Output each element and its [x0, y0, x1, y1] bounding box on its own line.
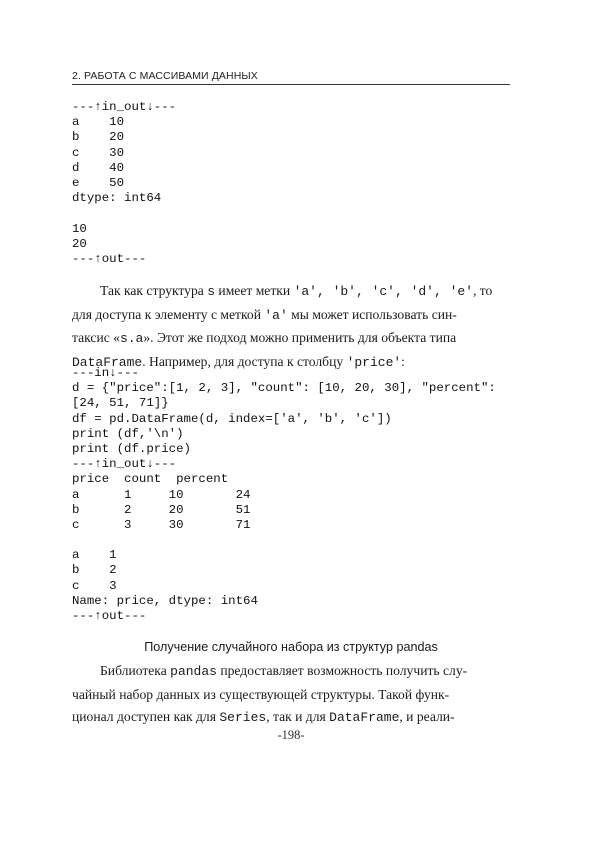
paragraph-label-access	[72, 280, 510, 374]
paragraph-line: Библиотека pandas предоставляет возможность получить слу-	[100, 663, 468, 679]
paragraph-random-sample	[72, 660, 510, 730]
code-block-dataframe-example	[72, 366, 496, 624]
code-line	[72, 533, 496, 548]
code-line: b 2	[72, 563, 117, 578]
code-line: d 40	[72, 160, 125, 175]
paragraph-line: ционал доступен как для Series, так и для DataFrame, и реали-	[72, 709, 455, 725]
code-line: print (df,'\n')	[72, 426, 184, 441]
code-line: df = pd.DataFrame(d, index=['a', 'b', 'c'])	[72, 411, 392, 426]
code-line: c 3 30 71	[72, 517, 251, 532]
paragraph-line: таксис «s.a». Этот же подход можно применить для объекта типа	[72, 330, 457, 346]
code-line: ---↑out---	[72, 251, 147, 266]
code-line: b 2 20 51	[72, 502, 251, 517]
code-line	[72, 206, 176, 221]
code-line: ---in↓---	[72, 366, 139, 380]
code-line: price count percent	[72, 472, 229, 487]
paragraph-line: для доступа к элементу с меткой 'a' мы может использовать син-	[72, 306, 457, 323]
code-line: print (df.price)	[72, 441, 191, 456]
paragraph-line: DataFrame. Например, для доступа к столбцу 'price':	[72, 353, 405, 370]
code-line: c 30	[72, 145, 125, 160]
running-header: 2. РАБОТА С МАССИВАМИ ДАННЫХ	[72, 70, 510, 85]
section-heading: Получение случайного набора из структур pandas	[144, 640, 438, 654]
code-line: a 1	[72, 548, 117, 563]
code-line: dtype: int64	[72, 191, 162, 206]
code-line: ---↑in_out↓---	[72, 100, 177, 114]
code-line: c 3	[72, 578, 117, 593]
code-line: a 1 10 24	[72, 487, 251, 502]
code-line: b 20	[72, 130, 125, 145]
code-line: Name: price, dtype: int64	[72, 593, 258, 608]
code-line: ---↑in_out↓---	[72, 457, 177, 472]
code-line: [24, 51, 71]}	[72, 396, 169, 411]
code-line: ---↑out---	[72, 609, 147, 623]
page-number: -198-	[277, 728, 305, 742]
code-line: a 10	[72, 115, 125, 130]
code-line: 10	[72, 221, 87, 236]
code-line: 20	[72, 236, 87, 251]
paragraph-line: чайный набор данных из существующей структуры. Такой функ-	[72, 686, 450, 702]
code-line: d = {"price":[1, 2, 3], "count": [10, 20, 30], "percent":	[72, 381, 496, 396]
paragraph-line: Так как структура s имеет метки 'a', 'b', 'c', 'd', 'e', то	[100, 283, 493, 299]
code-block-output-series	[72, 100, 176, 267]
code-line: e 50	[72, 175, 125, 190]
